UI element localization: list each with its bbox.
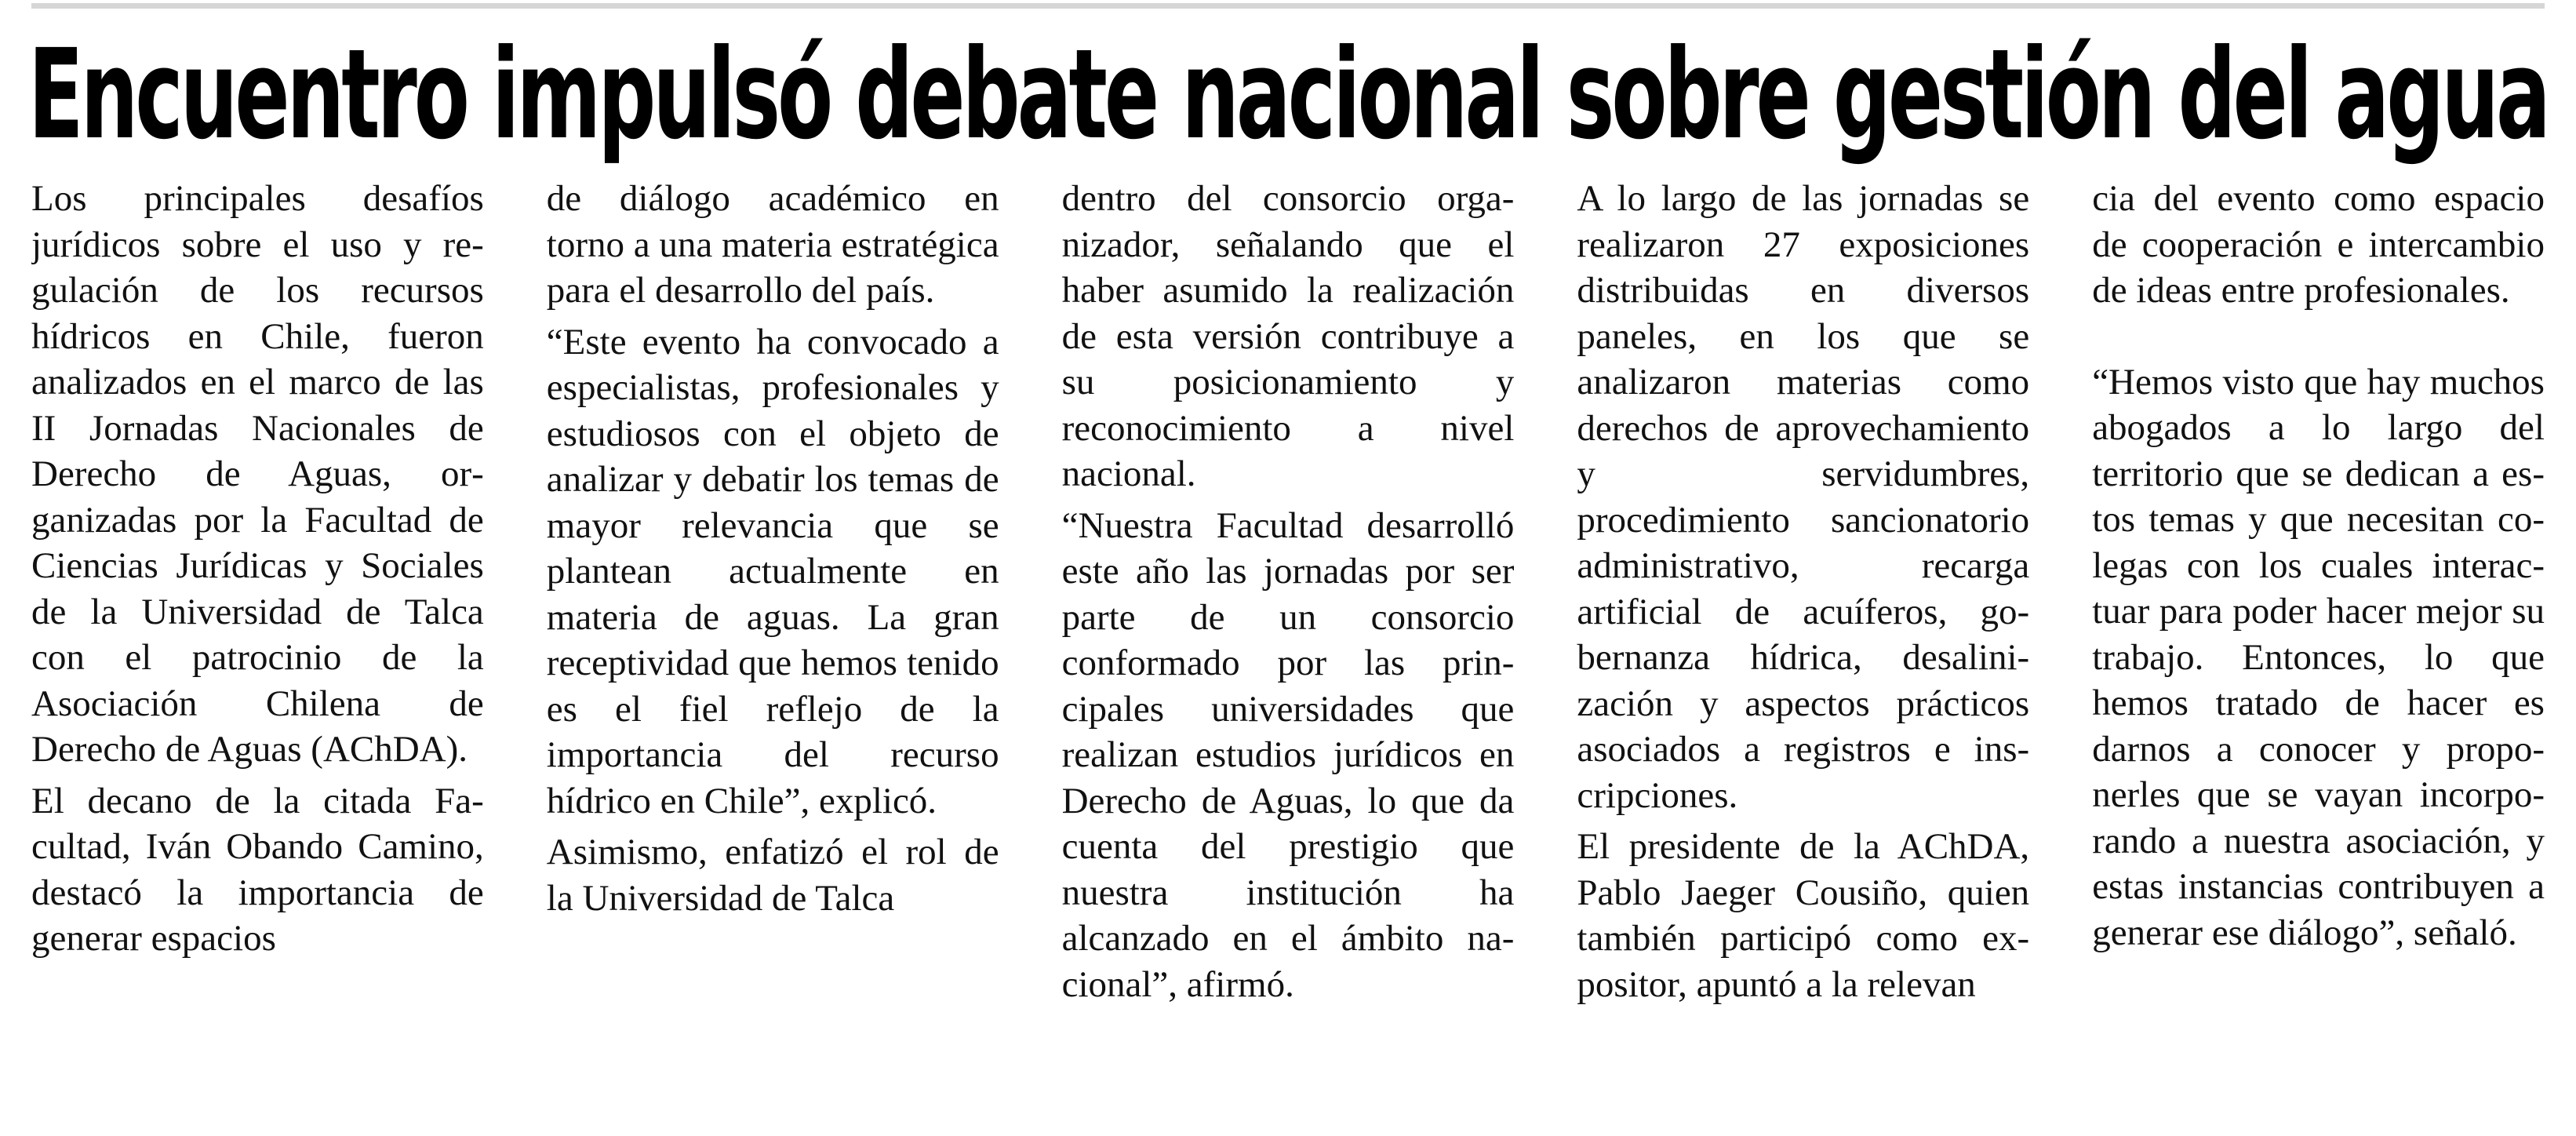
paragraph: cia del evento como espacio de cooperación e intercambio de ideas entre profesionales. [2092, 178, 2545, 311]
article-column-4 [1577, 176, 2029, 1125]
paragraph: de diálogo académico en torno a una materia estratégica para el desarrollo del país. [546, 178, 999, 311]
paragraph: “Este evento ha convocado a especialistas, profesionales y estudiosos con el objeto de analizar y debatir los temas de mayor relevancia que se plantean actualmente en materia de aguas. La gran receptividad que hemos tenido es el fiel reflejo de la importancia del recurso hídrico en Chile”, explicó. [546, 321, 999, 821]
paragraph: Los principales desafíos jurídicos sobre el uso y regulación de los recursos hídricos en Chile, fueron analizados en el marco de las II Jornadas Nacionales de Derecho de Aguas, organizadas por la Facultad de Ciencias Jurídicas y Sociales de la Universidad de Talca con el patrocinio de la Asociación Chilena de Derecho de Aguas (AChDA). [31, 178, 484, 770]
paragraph: “Hemos visto que hay muchos abogados a lo largo del territorio que se dedican a estos temas y que necesitan colegas con los cuales interactuar para poder hacer mejor su trabajo. Entonces, lo que hemos tratado de hacer es darnos a conocer y proponerles que se vayan incorporando a nuestra asociación, y estas instancias contribuyen a generar ese diálogo”, señaló. [2092, 361, 2545, 953]
article-column-1 [31, 176, 484, 1125]
article-column-3 [1062, 176, 1515, 1125]
paragraph: El presidente de la AChDA, Pablo Jaeger Cousiño, quien también participó como expositor, apuntó a la relevan [1577, 826, 2030, 1005]
article-column-5 [2092, 176, 2545, 1125]
paragraph: “Nuestra Facultad desarrolló este año las jornadas por ser parte de un consorcio conformado por las principales universidades que realizan estudios jurídicos en Derecho de Aguas, lo que da cuenta del prestigio que nuestra institución ha alcanzado en el ámbito nacional”, afirmó. [1061, 504, 1515, 1005]
article-column-2 [547, 176, 999, 1125]
headline: Encuentro impulsó debate nacional sobre gestión del agua [28, 23, 2548, 167]
paragraph: Asimismo, enfatizó el rol de la Universidad de Talca [546, 832, 999, 919]
article-body [31, 176, 2545, 1125]
paragraph: El decano de la citada Facultad, Iván Obando Camino, destacó la importancia de generar espacios [31, 780, 484, 959]
paragraph: A lo largo de las jornadas se realizaron 27 exposiciones distribuidas en diversos paneles, en los que se analizaron materias como derechos de aprovechamiento y servidumbres, procedimiento sancionatorio administrativo, recarga artificial de acuíferos, gobernanza hídrica, desalinización y aspectos prácticos asociados a registros e inscripciones. [1577, 178, 2030, 816]
top-rule [31, 3, 2545, 9]
paragraph: dentro del consorcio organizador, señalando que el haber asumido la realización de esta versión contribuye a su posicionamiento y reconocimiento a nivel nacional. [1061, 178, 1515, 494]
